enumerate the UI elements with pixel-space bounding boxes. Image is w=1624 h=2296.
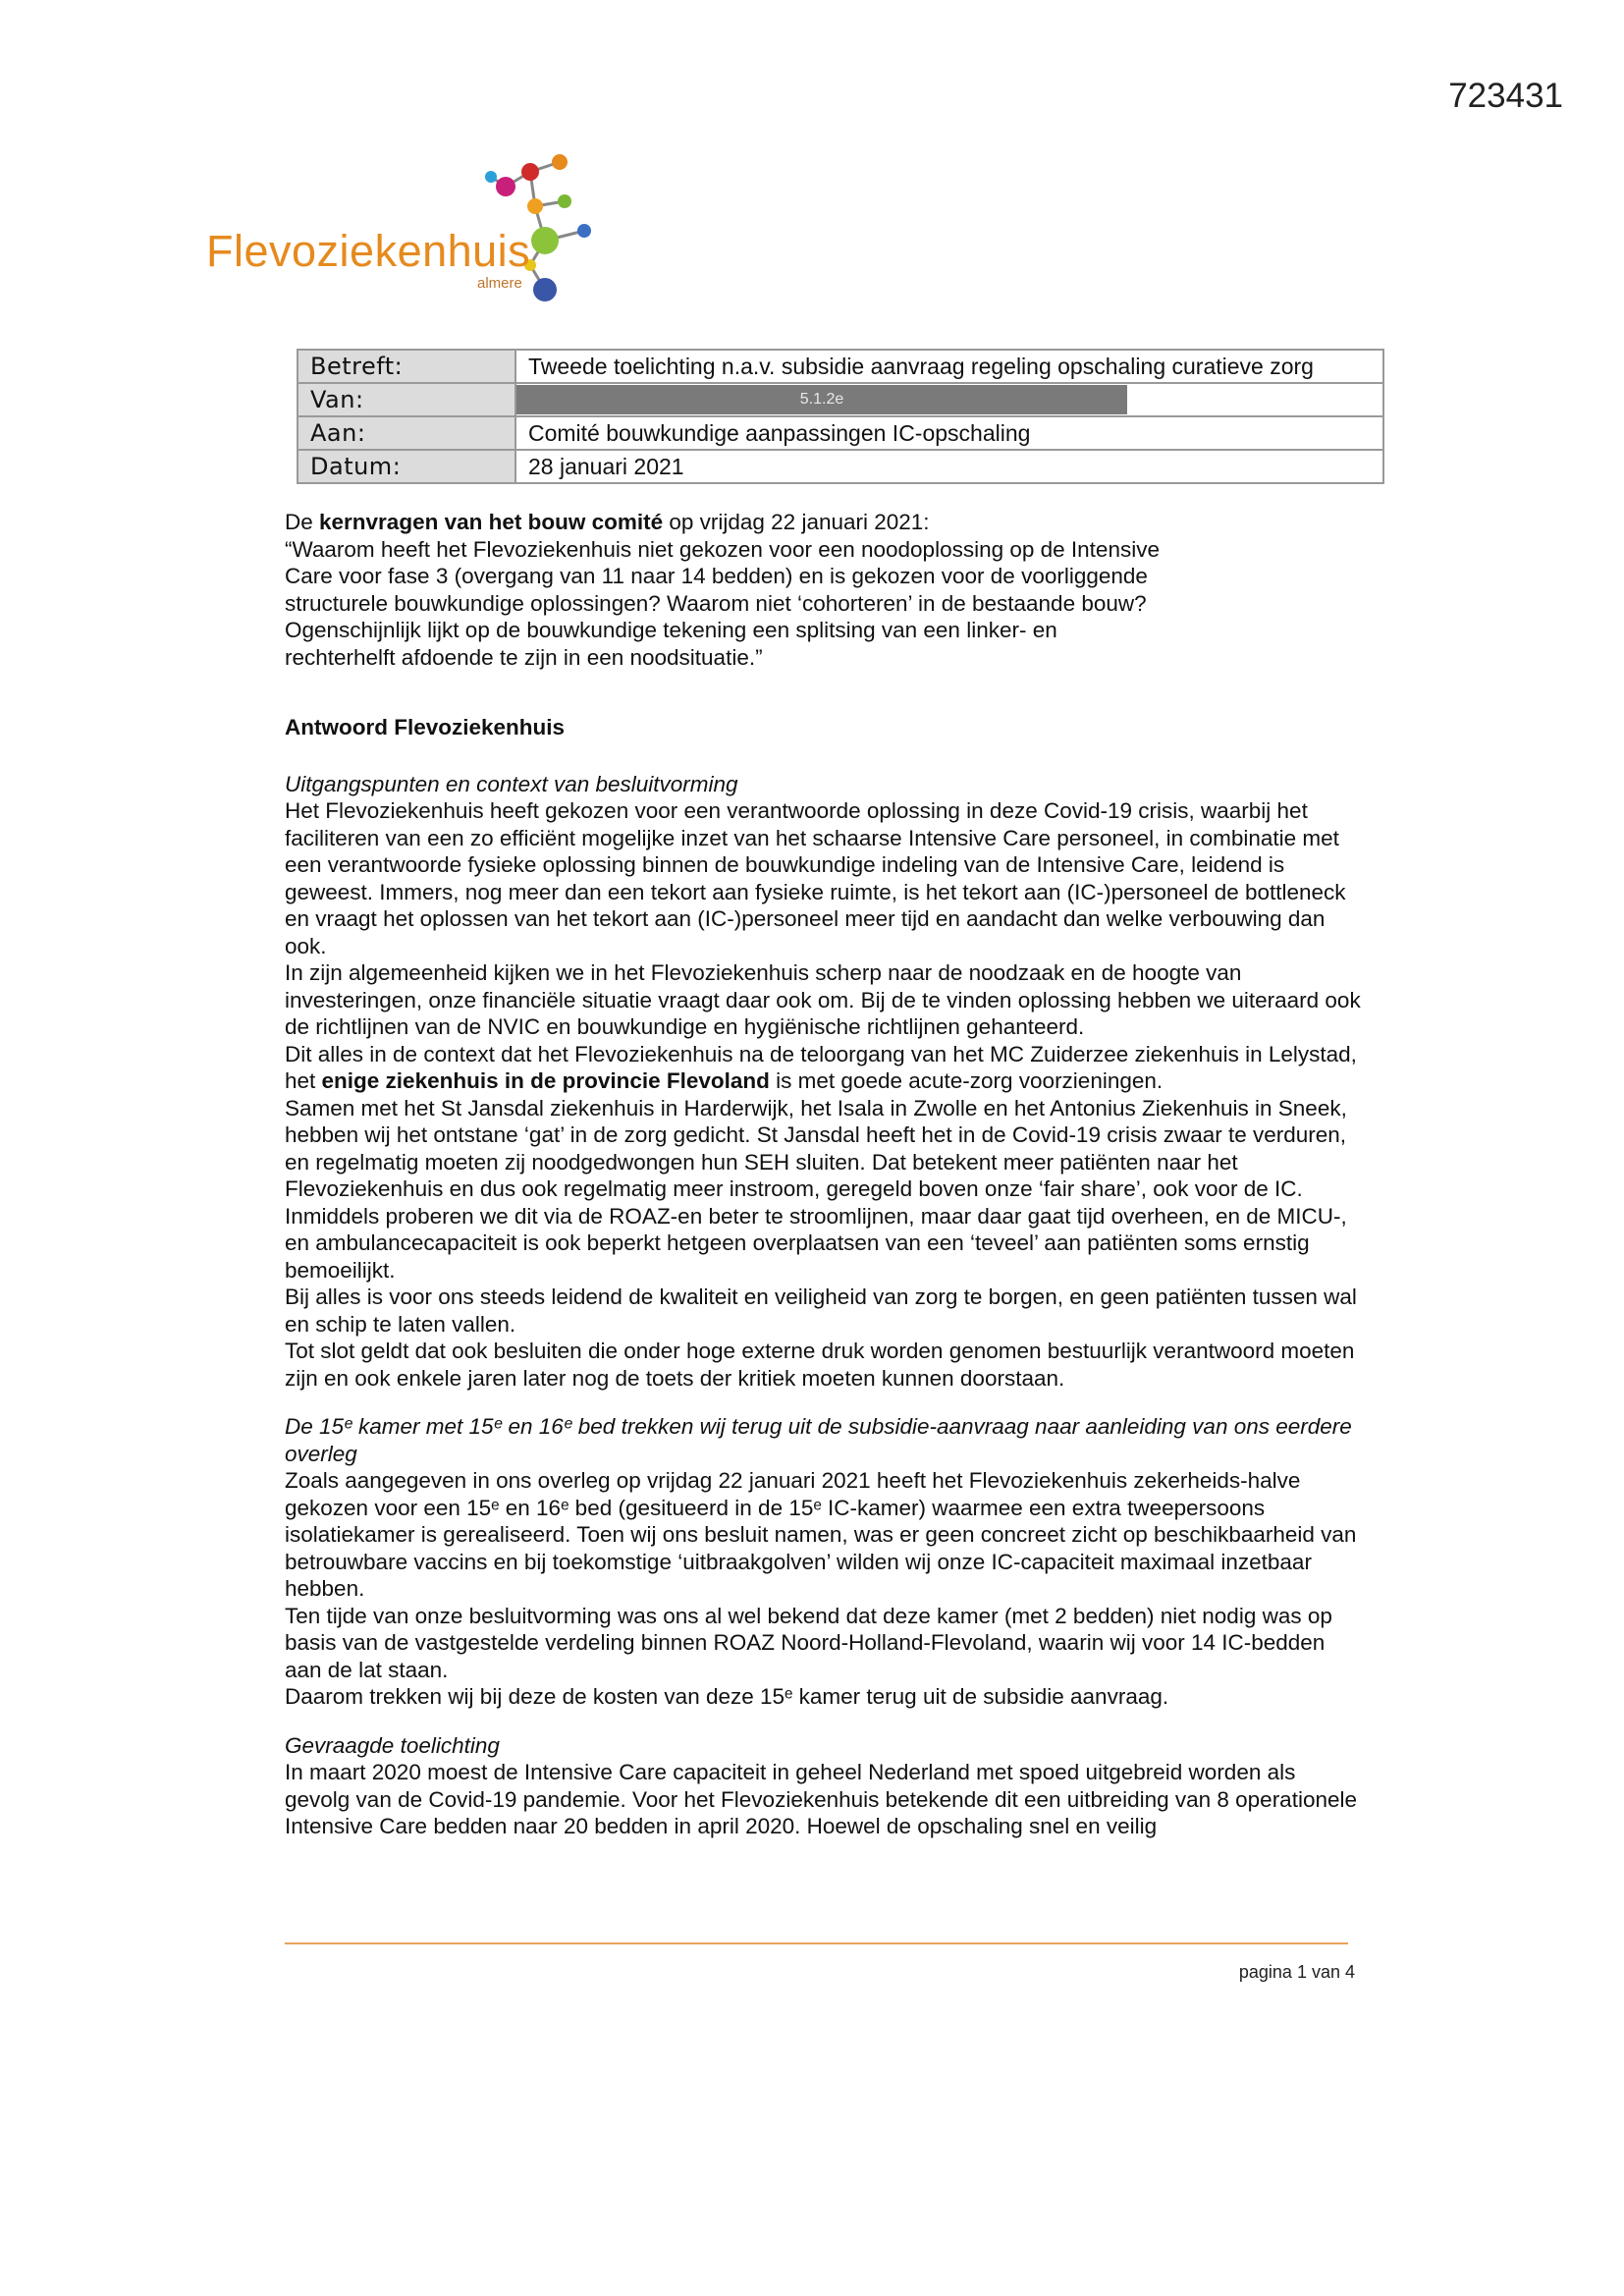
text-span: is met goede acute-zorg voorzieningen.	[769, 1068, 1164, 1093]
section-title-explanation: Gevraagde toelichting	[285, 1732, 500, 1758]
answer-heading: Antwoord Flevoziekenhuis	[285, 715, 566, 739]
hospital-logo	[206, 147, 599, 309]
meta-label: Van:	[298, 383, 515, 416]
meta-row-subject	[298, 350, 1383, 383]
intro-text: De	[285, 510, 320, 534]
meta-value: Tweede toelichting n.a.v. subsidie aanvraag regeling opschaling curatieve zorg	[515, 350, 1383, 383]
letter-body	[285, 509, 1365, 1840]
meta-value: Comité bouwkundige aanpassingen IC-opschaling	[515, 416, 1383, 450]
paragraph: Het Flevoziekenhuis heeft gekozen voor een verantwoorde oplossing in deze Covid-19 crisis, waarbij het faciliteren van een zo efficiënt mogelijke inzet van het schaarse Intensive Care personeel, in combinatie met een verantwoorde fysieke oplossing binnen de bouwkundige indeling van de Intensive Care, leidend is geweest. Immers, nog meer dan een tekort aan fysieke ruimte, is het tekort aan (IC-)personeel de bottleneck en vraagt het oplossen van het tekort aan (IC-)personeel meer tijd en aandacht dan welke verbouwing dan ook.	[285, 798, 1346, 958]
paragraph: Bij alles is voor ons steeds leidend de kwaliteit en veiligheid van zorg te borgen, en geen patiënten tussen wal en schip te laten vallen.	[285, 1285, 1357, 1337]
meta-value	[515, 383, 1383, 416]
text-span: Dit alles in de context dat het Flevoziekenhuis na de teloorgang van het MC Zuiderzee ziekenhuis in Lelystad, het	[285, 1041, 1357, 1093]
paragraph: In maart 2020 moest de Intensive Care capaciteit in geheel Nederland met spoed uitgebreid worden als gevolg van de Covid-19 pandemie. Voor het Flevoziekenhuis betekende dit een uitbreiding van 8 operationele Intensive Care bedden naar 20 bedden in april 2020. Hoewel de opschaling snel en veilig	[285, 1760, 1357, 1838]
paragraph	[285, 1041, 1365, 1095]
intro-line	[285, 509, 1365, 536]
meta-row-from	[298, 383, 1383, 416]
meta-label: Aan:	[298, 416, 515, 450]
meta-row-to	[298, 416, 1383, 450]
document-number: 723431	[1448, 77, 1563, 115]
section-title-15th-room: De 15ᵉ kamer met 15ᵉ en 16ᵉ bed trekken wij terug uit de subsidie-aanvraag naar aanleiding van ons eerdere overleg	[285, 1414, 1352, 1466]
logo-subtitle: almere	[477, 275, 522, 292]
logo-name: Flevoziekenhuis	[206, 226, 531, 276]
intro-text-end: op vrijdag 22 januari 2021:	[663, 510, 930, 534]
footer-divider	[285, 1942, 1348, 1944]
page-number: pagina 1 van 4	[1238, 1962, 1355, 1982]
committee-question-quote: “Waarom heeft het Flevoziekenhuis niet gekozen voor een noodoplossing op de Intensive Care voor fase 3 (overgang van 11 naar 14 bedden) en is gekozen voor de voorliggende structurele bouwkundige oplossingen? Waarom niet ‘cohorteren’ in de bestaande bouw? Ogenschijnlijk lijkt op de bouwkundige tekening een splitsing van een linker- en rechterhelft afdoende te zijn in een noodsituatie.”	[285, 536, 1160, 670]
meta-value: 28 januari 2021	[515, 450, 1383, 483]
metadata-table	[297, 349, 1384, 484]
bold-span: enige ziekenhuis in de provincie Flevoland	[321, 1068, 770, 1093]
intro-bold: kernvragen van het bouw comité	[319, 510, 664, 534]
paragraph: In zijn algemeenheid kijken we in het Flevoziekenhuis scherp naar de noodzaak en de hoogte van investeringen, onze financiële situatie vraagt daar ook om. Bij de te vinden oplossing hebben we uiteraard ook de richtlijnen van de NVIC en bouwkundige en hygiënische richtlijnen gehanteerd.	[285, 960, 1361, 1039]
meta-label: Betreft:	[298, 350, 515, 383]
paragraph: Ten tijde van onze besluitvorming was ons al wel bekend dat deze kamer (met 2 bedden) niet nodig was op basis van de vastgestelde verdeling binnen ROAZ Noord-Holland-Flevoland, waarin wij voor 14 IC-bedden aan de lat staan.	[285, 1603, 1332, 1682]
paragraph: Zoals aangegeven in ons overleg op vrijdag 22 januari 2021 heeft het Flevoziekenhuis zekerheids-halve gekozen voor een 15ᵉ en 16ᵉ bed (gesitueerd in de 15ᵉ IC-kamer) waarmee een extra tweepersoons isolatiekamer is gerealiseerd. Toen wij ons besluit namen, was er geen concreet zicht op beschikbaarheid van betrouwbare vaccins en bij toekomstige ‘uitbraakgolven’ wilden wij onze IC-capaciteit maximaal inzetbaar hebben.	[285, 1468, 1357, 1601]
section-title-context: Uitgangspunten en context van besluitvorming	[285, 771, 738, 796]
paragraph: Samen met het St Jansdal ziekenhuis in Harderwijk, het Isala in Zwolle en het Antonius Ziekenhuis in Sneek, hebben wij het ontstane ‘gat’ in de zorg gedicht. St Jansdal heeft het in de Covid-19 crisis zwaar te verduren, en regelmatig moeten zij noodgedwongen hun SEH sluiten. Dat betekent meer patiënten naar het Flevoziekenhuis en dus ook regelmatig meer instroom, geregeld boven onze ‘fair share’, ook voor de IC. Inmiddels proberen we dit via de ROAZ-en beter te stroomlijnen, maar daar gaat tijd overheen, en de MICU-, en ambulancecapaciteit is ook beperkt hetgeen overplaatsen van een ‘teveel’ aan patiënten soms ernstig bemoeilijkt.	[285, 1095, 1347, 1283]
meta-row-date	[298, 450, 1383, 483]
paragraph: Tot slot geldt dat ook besluiten die onder hoge externe druk worden genomen bestuurlijk verantwoord moeten zijn en ook enkele jaren later nog de toets der kritiek moeten kunnen doorstaan.	[285, 1339, 1355, 1391]
redaction-block: 5.1.2e	[516, 385, 1127, 414]
paragraph: Daarom trekken wij bij deze de kosten van deze 15ᵉ kamer terug uit de subsidie aanvraag.	[285, 1684, 1169, 1709]
meta-label: Datum:	[298, 450, 515, 483]
